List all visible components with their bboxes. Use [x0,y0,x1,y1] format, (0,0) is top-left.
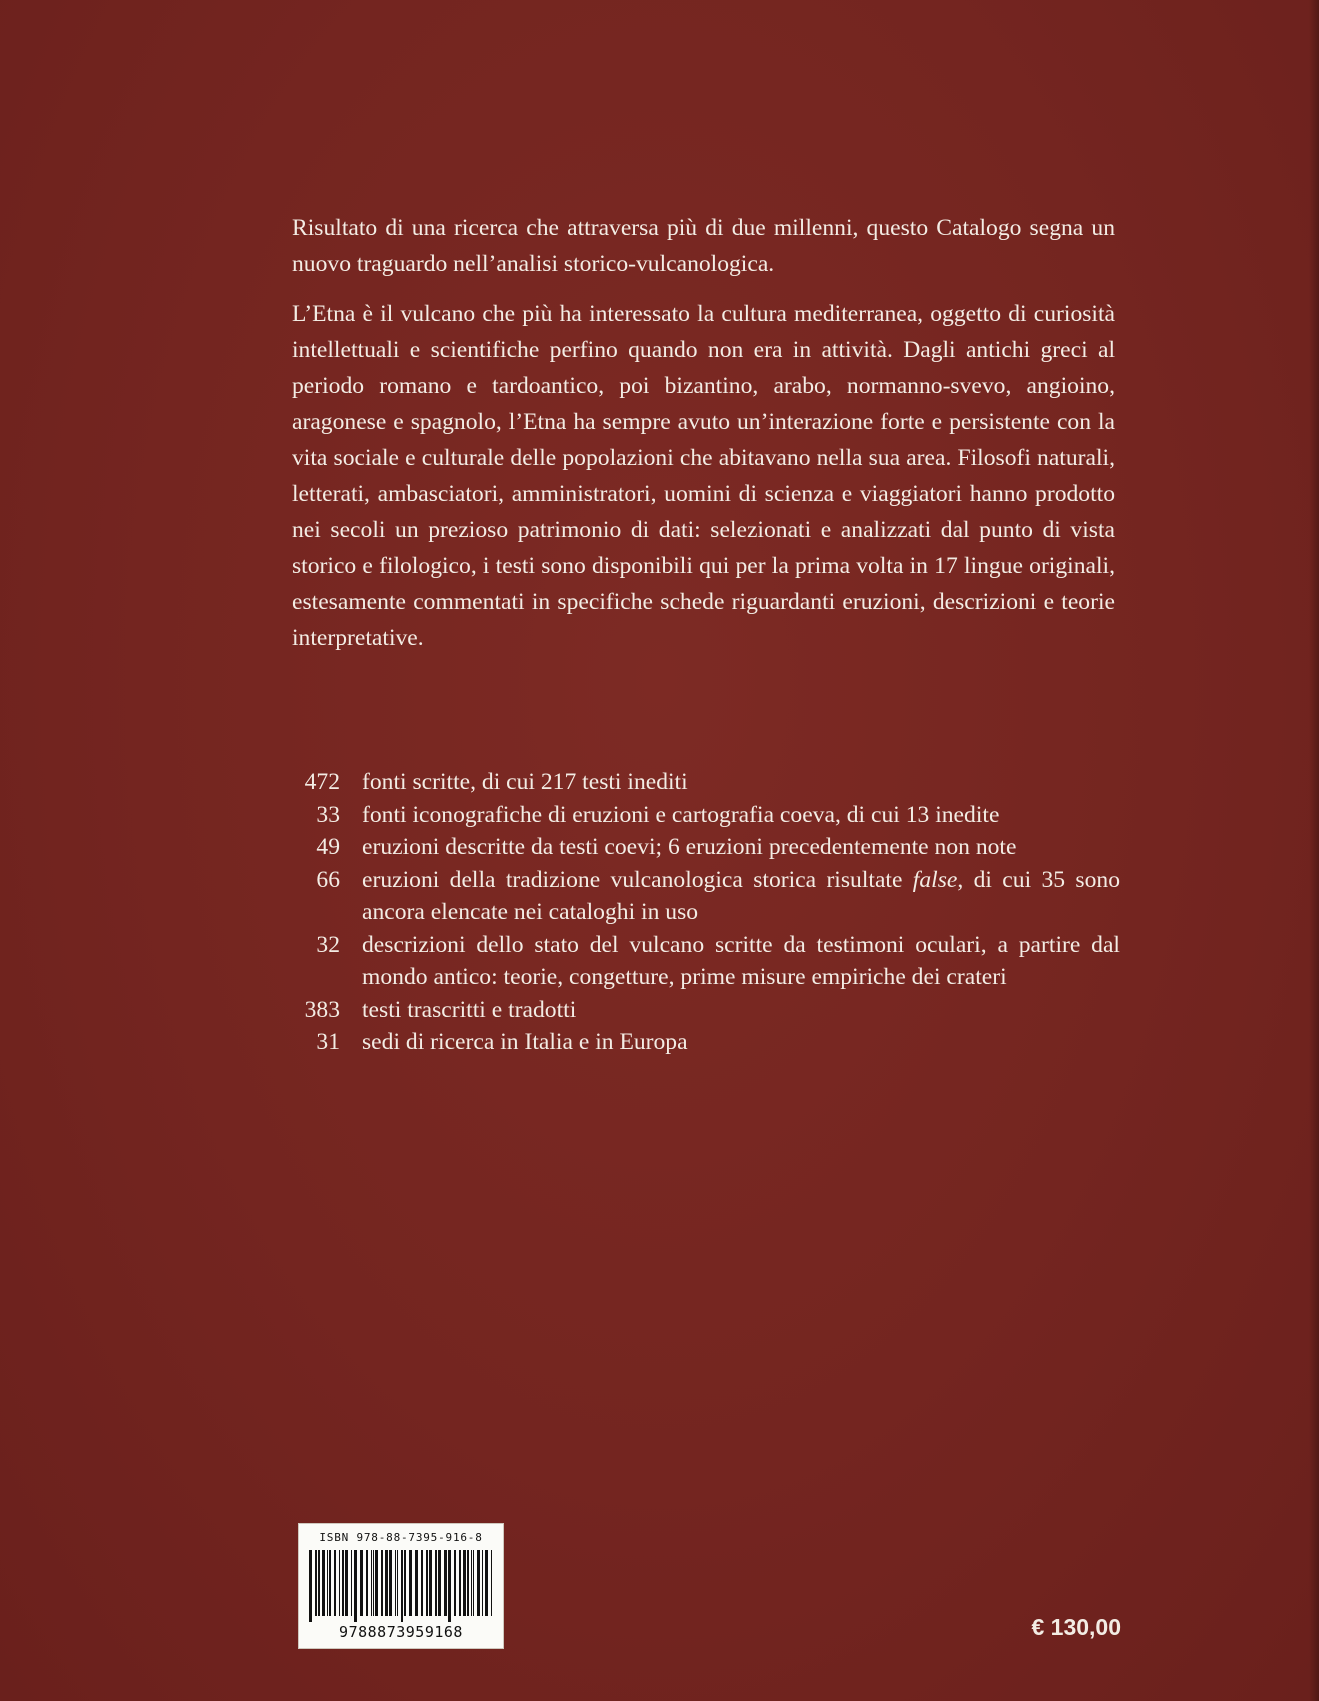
stat-number: 383 [304,996,340,1023]
isbn-label: ISBN 978-88-7395-916-8 [319,1531,483,1544]
stat-text: fonti iconografiche di eruzioni e cartografia coeva, di cui 13 inedite [362,801,1000,828]
stat-number: 31 [316,1029,340,1055]
intro-paragraph-2: L’Etna è il vulcano che più ha interessato la cultura mediterranea, oggetto di curiosità intellettuali e scientifiche perfino quando non era in attività. Dagli antichi greci al periodo romano e tardoantico, poi bizantino, arabo, normanno-svevo, angioino, aragonese e spagnolo, l’Etna ha sempre avuto un’interazione forte e persistente con la vita sociale e culturale delle popolazioni che abitavano nella sua area. Filosofi naturali, letterati, ambasciatori, amministratori, uomini di scienza e viaggiatori hanno prodotto nei secoli un prezioso patrimonio di dati: selezionati e analizzati dal punto di vista storico e filologico, i testi sono disponibili qui per la prima volta in 17 lingue originali, estesamente commentati in specifiche schede riguardanti eruzioni, descrizioni e teorie interpretative. [292,301,1115,651]
intro-paragraph-1: Risultato di una ricerca che attraversa più di due millenni, questo Catalogo segna un nuovo traguardo nell’analisi storico-vulcanologica. [292,215,1115,277]
stat-text: descrizioni dello stato del vulcano scritte da testimoni oculari, a partire dal mondo antico: teorie, congetture, prime misure empiriche dei crateri [362,931,1120,990]
stat-text: fonti scritte, di cui 217 testi inediti [362,769,688,795]
stat-number: 472 [304,769,340,795]
stat-text: testi trascritti e tradotti [362,996,577,1023]
stats-item [280,799,1120,832]
stat-text-after: , di cui 35 sono ancora elencate nei cataloghi in uso [362,866,1120,925]
stat-number: 32 [316,931,340,958]
stats-item [280,831,1120,864]
stat-text: eruzioni descritte da testi coevi; 6 eruzioni precedentemente non note [362,834,1017,860]
stat-number: 33 [316,801,340,828]
stats-list [280,766,1120,1059]
stats-item [280,864,1120,929]
stats-item [280,929,1120,994]
stats-item [280,766,1120,799]
intro-text [292,210,1115,656]
price: € 130,00 [1031,1614,1121,1640]
stat-number: 66 [316,866,340,893]
stats-item [280,1026,1120,1059]
ean-digits: 9788873959168 [339,1623,463,1641]
stat-text [362,864,1120,929]
stat-text-italic: false [912,866,958,893]
stats-item [280,994,1120,1027]
stat-number: 49 [316,834,340,860]
barcode-bars [309,1550,493,1622]
stat-text-before: eruzioni della tradizione vulcanologica storica risultate [362,866,913,893]
isbn-barcode [298,1523,504,1649]
stat-text: sedi di ricerca in Italia e in Europa [362,1029,688,1055]
